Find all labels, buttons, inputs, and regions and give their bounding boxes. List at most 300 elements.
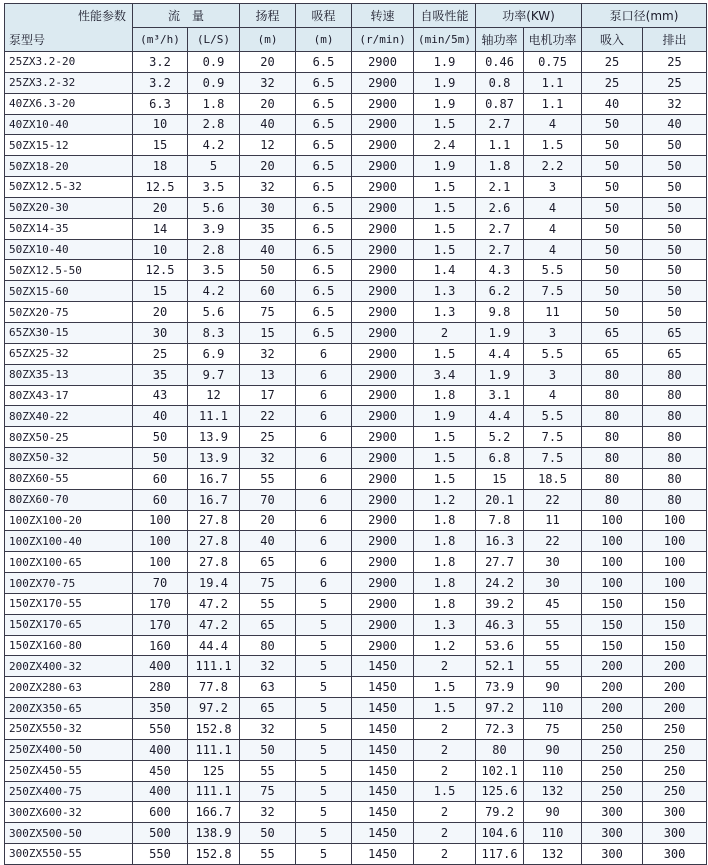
flow-m3h-cell: 100	[133, 552, 188, 573]
model-cell: 50ZX18-20	[5, 156, 133, 177]
table-row	[5, 739, 707, 760]
outlet-diameter-cell: 200	[643, 677, 707, 698]
flow-ls-cell: 0.9	[188, 52, 240, 73]
head-cell: 32	[240, 343, 296, 364]
head-cell: 32	[240, 656, 296, 677]
self-priming-cell: 1.5	[414, 343, 476, 364]
head-cell: 13	[240, 364, 296, 385]
self-priming-cell: 1.8	[414, 573, 476, 594]
table-row	[5, 719, 707, 740]
speed-cell: 1450	[352, 781, 414, 802]
self-priming-cell: 1.5	[414, 781, 476, 802]
table-row	[5, 593, 707, 614]
model-cell: 50ZX15-12	[5, 135, 133, 156]
shaft-power-cell: 80	[476, 739, 524, 760]
pump-performance-table	[4, 3, 707, 865]
self-priming-cell: 1.8	[414, 385, 476, 406]
speed-cell: 2900	[352, 427, 414, 448]
model-cell: 250ZX400-50	[5, 739, 133, 760]
inlet-diameter-cell: 50	[582, 260, 643, 281]
motor-power-cell: 90	[524, 802, 582, 823]
head-cell: 50	[240, 739, 296, 760]
speed-cell: 2900	[352, 614, 414, 635]
inlet-diameter-cell: 80	[582, 468, 643, 489]
self-priming-unit: (min/5m)	[414, 28, 476, 52]
suction-cell: 5	[296, 635, 352, 656]
speed-unit: (r/min)	[352, 28, 414, 52]
table-row	[5, 552, 707, 573]
outlet-diameter-cell: 250	[643, 760, 707, 781]
self-priming-cell: 2	[414, 802, 476, 823]
table-row	[5, 177, 707, 198]
head-cell: 40	[240, 531, 296, 552]
inlet-diameter-cell: 100	[582, 573, 643, 594]
flow-ls-cell: 0.9	[188, 72, 240, 93]
flow-m3h-cell: 600	[133, 802, 188, 823]
motor-power-cell: 30	[524, 573, 582, 594]
self-priming-cell: 1.5	[414, 698, 476, 719]
model-cell: 200ZX280-63	[5, 677, 133, 698]
table-row	[5, 135, 707, 156]
suction-cell: 6.5	[296, 281, 352, 302]
outlet-diameter-cell: 50	[643, 281, 707, 302]
inlet-diameter-cell: 50	[582, 177, 643, 198]
inlet-header: 吸入	[582, 28, 643, 52]
suction-cell: 5	[296, 698, 352, 719]
flow-ls-cell: 111.1	[188, 781, 240, 802]
suction-cell: 6.5	[296, 72, 352, 93]
suction-cell: 6	[296, 364, 352, 385]
suction-cell: 6	[296, 427, 352, 448]
self-priming-cell: 1.5	[414, 239, 476, 260]
self-priming-cell: 2	[414, 719, 476, 740]
flow-ls-cell: 4.2	[188, 135, 240, 156]
speed-cell: 2900	[352, 343, 414, 364]
suction-cell: 5	[296, 802, 352, 823]
shaft-power-cell: 20.1	[476, 489, 524, 510]
self-priming-cell: 1.5	[414, 177, 476, 198]
shaft-power-cell: 6.8	[476, 448, 524, 469]
flow-ls-cell: 27.8	[188, 510, 240, 531]
flow-ls-cell: 2.8	[188, 239, 240, 260]
flow-ls-unit: (L/S)	[188, 28, 240, 52]
flow-m3h-cell: 280	[133, 677, 188, 698]
inlet-diameter-cell: 200	[582, 656, 643, 677]
flow-m3h-cell: 30	[133, 322, 188, 343]
inlet-diameter-cell: 100	[582, 510, 643, 531]
shaft-power-cell: 1.8	[476, 156, 524, 177]
head-cell: 40	[240, 114, 296, 135]
inlet-diameter-cell: 80	[582, 427, 643, 448]
motor-power-cell: 11	[524, 302, 582, 323]
shaft-power-cell: 125.6	[476, 781, 524, 802]
head-cell: 32	[240, 719, 296, 740]
flow-ls-cell: 97.2	[188, 698, 240, 719]
speed-cell: 2900	[352, 385, 414, 406]
model-cell: 80ZX50-25	[5, 427, 133, 448]
head-unit: (m)	[240, 28, 296, 52]
motor-power-cell: 18.5	[524, 468, 582, 489]
speed-cell: 2900	[352, 489, 414, 510]
head-cell: 60	[240, 281, 296, 302]
flow-ls-cell: 5.6	[188, 302, 240, 323]
self-priming-cell: 1.8	[414, 510, 476, 531]
motor-power-cell: 7.5	[524, 281, 582, 302]
outlet-diameter-cell: 80	[643, 385, 707, 406]
speed-cell: 1450	[352, 698, 414, 719]
motor-power-cell: 110	[524, 698, 582, 719]
table-row	[5, 531, 707, 552]
shaft-power-cell: 16.3	[476, 531, 524, 552]
table-row	[5, 52, 707, 73]
motor-power-cell: 45	[524, 593, 582, 614]
flow-m3h-cell: 450	[133, 760, 188, 781]
shaft-power-cell: 1.1	[476, 135, 524, 156]
outlet-diameter-cell: 50	[643, 218, 707, 239]
self-priming-cell: 1.3	[414, 281, 476, 302]
motor-power-cell: 55	[524, 635, 582, 656]
motor-power-cell: 55	[524, 614, 582, 635]
model-cell: 250ZX450-55	[5, 760, 133, 781]
shaft-power-cell: 1.9	[476, 364, 524, 385]
flow-m3h-cell: 35	[133, 364, 188, 385]
flow-m3h-cell: 12.5	[133, 177, 188, 198]
flow-ls-cell: 27.8	[188, 552, 240, 573]
flow-ls-cell: 111.1	[188, 656, 240, 677]
shaft-power-cell: 0.46	[476, 52, 524, 73]
self-priming-cell: 1.2	[414, 489, 476, 510]
table-row	[5, 427, 707, 448]
inlet-diameter-cell: 40	[582, 93, 643, 114]
inlet-diameter-cell: 80	[582, 489, 643, 510]
motor-power-cell: 30	[524, 552, 582, 573]
suction-cell: 6	[296, 448, 352, 469]
head-cell: 20	[240, 156, 296, 177]
outlet-diameter-cell: 200	[643, 698, 707, 719]
shaft-power-cell: 2.7	[476, 218, 524, 239]
outlet-diameter-cell: 100	[643, 552, 707, 573]
outlet-diameter-cell: 65	[643, 322, 707, 343]
table-row	[5, 218, 707, 239]
table-row	[5, 385, 707, 406]
motor-power-cell: 11	[524, 510, 582, 531]
shaft-power-cell: 104.6	[476, 823, 524, 844]
inlet-diameter-cell: 100	[582, 531, 643, 552]
flow-m3h-cell: 14	[133, 218, 188, 239]
speed-cell: 2900	[352, 177, 414, 198]
head-cell: 55	[240, 593, 296, 614]
flow-m3h-cell: 400	[133, 739, 188, 760]
table-row	[5, 802, 707, 823]
inlet-diameter-cell: 25	[582, 72, 643, 93]
motor-power-cell: 132	[524, 844, 582, 865]
suction-cell: 6	[296, 552, 352, 573]
table-body	[5, 52, 707, 865]
self-priming-cell: 1.8	[414, 552, 476, 573]
self-priming-cell: 3.4	[414, 364, 476, 385]
flow-ls-cell: 152.8	[188, 844, 240, 865]
power-header: 功率(KW)	[476, 4, 582, 28]
table-row	[5, 364, 707, 385]
table-row	[5, 260, 707, 281]
self-priming-cell: 2	[414, 760, 476, 781]
model-cell: 80ZX40-22	[5, 406, 133, 427]
flow-m3h-cell: 170	[133, 593, 188, 614]
motor-power-cell: 1.1	[524, 72, 582, 93]
head-cell: 35	[240, 218, 296, 239]
shaft-power-cell: 117.6	[476, 844, 524, 865]
speed-cell: 2900	[352, 510, 414, 531]
flow-ls-cell: 4.2	[188, 281, 240, 302]
shaft-power-cell: 52.1	[476, 656, 524, 677]
table-row	[5, 573, 707, 594]
self-priming-cell: 1.8	[414, 531, 476, 552]
table-row	[5, 93, 707, 114]
flow-m3h-cell: 3.2	[133, 72, 188, 93]
shaft-power-cell: 27.7	[476, 552, 524, 573]
table-row	[5, 489, 707, 510]
motor-power-cell: 4	[524, 114, 582, 135]
head-cell: 15	[240, 322, 296, 343]
corner-header-cell	[5, 4, 133, 52]
table-row	[5, 114, 707, 135]
outlet-diameter-cell: 300	[643, 802, 707, 823]
flow-m3h-cell: 350	[133, 698, 188, 719]
speed-cell: 2900	[352, 302, 414, 323]
outlet-diameter-cell: 50	[643, 260, 707, 281]
outlet-diameter-cell: 300	[643, 823, 707, 844]
head-cell: 40	[240, 239, 296, 260]
head-cell: 55	[240, 760, 296, 781]
inlet-diameter-cell: 250	[582, 760, 643, 781]
shaft-power-cell: 24.2	[476, 573, 524, 594]
suction-cell: 6.5	[296, 218, 352, 239]
suction-cell: 5	[296, 760, 352, 781]
flow-ls-cell: 44.4	[188, 635, 240, 656]
model-cell: 80ZX35-13	[5, 364, 133, 385]
outlet-diameter-cell: 50	[643, 302, 707, 323]
model-cell: 80ZX60-55	[5, 468, 133, 489]
shaft-power-cell: 7.8	[476, 510, 524, 531]
model-cell: 100ZX100-40	[5, 531, 133, 552]
suction-cell: 6	[296, 510, 352, 531]
suction-cell: 5	[296, 844, 352, 865]
suction-cell: 6	[296, 406, 352, 427]
suction-cell: 6.5	[296, 239, 352, 260]
table-row	[5, 656, 707, 677]
shaft-power-cell: 2.6	[476, 197, 524, 218]
motor-power-cell: 22	[524, 489, 582, 510]
flow-ls-cell: 47.2	[188, 614, 240, 635]
model-cell: 300ZX500-50	[5, 823, 133, 844]
suction-cell: 6.5	[296, 322, 352, 343]
spec-sheet	[4, 3, 706, 865]
outlet-diameter-cell: 50	[643, 239, 707, 260]
model-cell: 80ZX43-17	[5, 385, 133, 406]
speed-cell: 2900	[352, 260, 414, 281]
shaft-power-cell: 4.4	[476, 406, 524, 427]
model-cell: 50ZX15-60	[5, 281, 133, 302]
outlet-diameter-cell: 80	[643, 489, 707, 510]
suction-cell: 5	[296, 739, 352, 760]
inlet-diameter-cell: 50	[582, 302, 643, 323]
outlet-diameter-cell: 40	[643, 114, 707, 135]
table-row	[5, 510, 707, 531]
motor-power-cell: 2.2	[524, 156, 582, 177]
speed-cell: 2900	[352, 114, 414, 135]
outlet-diameter-cell: 250	[643, 719, 707, 740]
outlet-diameter-cell: 80	[643, 427, 707, 448]
suction-cell: 5	[296, 593, 352, 614]
flow-m3h-cell: 50	[133, 448, 188, 469]
speed-cell: 1450	[352, 802, 414, 823]
head-cell: 30	[240, 197, 296, 218]
flow-ls-cell: 138.9	[188, 823, 240, 844]
model-cell: 50ZX10-40	[5, 239, 133, 260]
flow-ls-cell: 8.3	[188, 322, 240, 343]
head-cell: 20	[240, 510, 296, 531]
flow-m3h-unit: (m³/h)	[133, 28, 188, 52]
suction-unit: (m)	[296, 28, 352, 52]
speed-cell: 2900	[352, 218, 414, 239]
self-priming-cell: 1.9	[414, 93, 476, 114]
table-row	[5, 281, 707, 302]
model-cell: 40ZX6.3-20	[5, 93, 133, 114]
flow-m3h-cell: 15	[133, 135, 188, 156]
speed-header: 转速	[352, 4, 414, 28]
flow-header: 流 量	[133, 4, 240, 28]
suction-cell: 6.5	[296, 135, 352, 156]
flow-ls-cell: 13.9	[188, 448, 240, 469]
flow-ls-cell: 16.7	[188, 489, 240, 510]
self-priming-cell: 1.4	[414, 260, 476, 281]
inlet-diameter-cell: 200	[582, 698, 643, 719]
outlet-diameter-cell: 80	[643, 364, 707, 385]
head-cell: 50	[240, 823, 296, 844]
speed-cell: 1450	[352, 760, 414, 781]
shaft-power-cell: 0.87	[476, 93, 524, 114]
flow-m3h-cell: 3.2	[133, 52, 188, 73]
inlet-diameter-cell: 80	[582, 364, 643, 385]
motor-power-cell: 5.5	[524, 260, 582, 281]
table-row	[5, 72, 707, 93]
flow-m3h-cell: 400	[133, 656, 188, 677]
model-cell: 150ZX170-65	[5, 614, 133, 635]
table-row	[5, 614, 707, 635]
flow-ls-cell: 5.6	[188, 197, 240, 218]
motor-power-cell: 3	[524, 322, 582, 343]
model-cell: 150ZX170-55	[5, 593, 133, 614]
flow-m3h-cell: 20	[133, 302, 188, 323]
flow-ls-cell: 125	[188, 760, 240, 781]
model-cell: 100ZX70-75	[5, 573, 133, 594]
inlet-diameter-cell: 250	[582, 739, 643, 760]
speed-cell: 2900	[352, 635, 414, 656]
flow-ls-cell: 3.5	[188, 260, 240, 281]
outlet-diameter-cell: 150	[643, 614, 707, 635]
shaft-power-cell: 39.2	[476, 593, 524, 614]
outlet-diameter-cell: 50	[643, 156, 707, 177]
outlet-diameter-cell: 200	[643, 656, 707, 677]
head-cell: 70	[240, 489, 296, 510]
outlet-diameter-cell: 80	[643, 468, 707, 489]
table-header	[5, 4, 707, 52]
motor-power-cell: 7.5	[524, 448, 582, 469]
flow-ls-cell: 19.4	[188, 573, 240, 594]
outlet-diameter-cell: 150	[643, 593, 707, 614]
motor-power-cell: 110	[524, 823, 582, 844]
flow-m3h-cell: 400	[133, 781, 188, 802]
motor-power-cell: 3	[524, 177, 582, 198]
model-cell: 50ZX20-75	[5, 302, 133, 323]
motor-power-cell: 132	[524, 781, 582, 802]
model-cell: 250ZX400-75	[5, 781, 133, 802]
model-cell: 40ZX10-40	[5, 114, 133, 135]
self-priming-cell: 2	[414, 823, 476, 844]
shaft-power-cell: 53.6	[476, 635, 524, 656]
suction-cell: 6	[296, 385, 352, 406]
head-cell: 75	[240, 573, 296, 594]
shaft-power-cell: 46.3	[476, 614, 524, 635]
head-cell: 75	[240, 781, 296, 802]
head-header: 扬程	[240, 4, 296, 28]
suction-cell: 6	[296, 531, 352, 552]
shaft-power-cell: 1.9	[476, 322, 524, 343]
inlet-diameter-cell: 250	[582, 719, 643, 740]
table-row	[5, 468, 707, 489]
flow-m3h-cell: 15	[133, 281, 188, 302]
self-priming-cell: 1.3	[414, 302, 476, 323]
flow-m3h-cell: 60	[133, 468, 188, 489]
motor-power-cell: 75	[524, 719, 582, 740]
flow-m3h-cell: 6.3	[133, 93, 188, 114]
table-row	[5, 302, 707, 323]
flow-m3h-cell: 43	[133, 385, 188, 406]
outlet-diameter-cell: 25	[643, 52, 707, 73]
flow-m3h-cell: 170	[133, 614, 188, 635]
flow-m3h-cell: 500	[133, 823, 188, 844]
table-row	[5, 448, 707, 469]
suction-cell: 6.5	[296, 93, 352, 114]
inlet-diameter-cell: 50	[582, 156, 643, 177]
outlet-diameter-cell: 80	[643, 448, 707, 469]
outlet-header: 排出	[643, 28, 707, 52]
model-cell: 100ZX100-65	[5, 552, 133, 573]
outlet-diameter-cell: 25	[643, 72, 707, 93]
motor-power-cell: 110	[524, 760, 582, 781]
head-cell: 63	[240, 677, 296, 698]
table-row	[5, 239, 707, 260]
speed-cell: 2900	[352, 322, 414, 343]
shaft-power-cell: 79.2	[476, 802, 524, 823]
shaft-power-cell: 5.2	[476, 427, 524, 448]
model-cell: 80ZX60-70	[5, 489, 133, 510]
shaft-power-cell: 9.8	[476, 302, 524, 323]
model-cell: 25ZX3.2-32	[5, 72, 133, 93]
head-cell: 32	[240, 72, 296, 93]
motor-power-cell: 5.5	[524, 406, 582, 427]
inlet-diameter-cell: 150	[582, 635, 643, 656]
suction-cell: 6	[296, 343, 352, 364]
speed-cell: 2900	[352, 281, 414, 302]
flow-ls-cell: 5	[188, 156, 240, 177]
suction-cell: 6	[296, 468, 352, 489]
model-cell: 300ZX600-32	[5, 802, 133, 823]
speed-cell: 2900	[352, 135, 414, 156]
speed-cell: 2900	[352, 364, 414, 385]
inlet-diameter-cell: 100	[582, 552, 643, 573]
head-cell: 25	[240, 427, 296, 448]
